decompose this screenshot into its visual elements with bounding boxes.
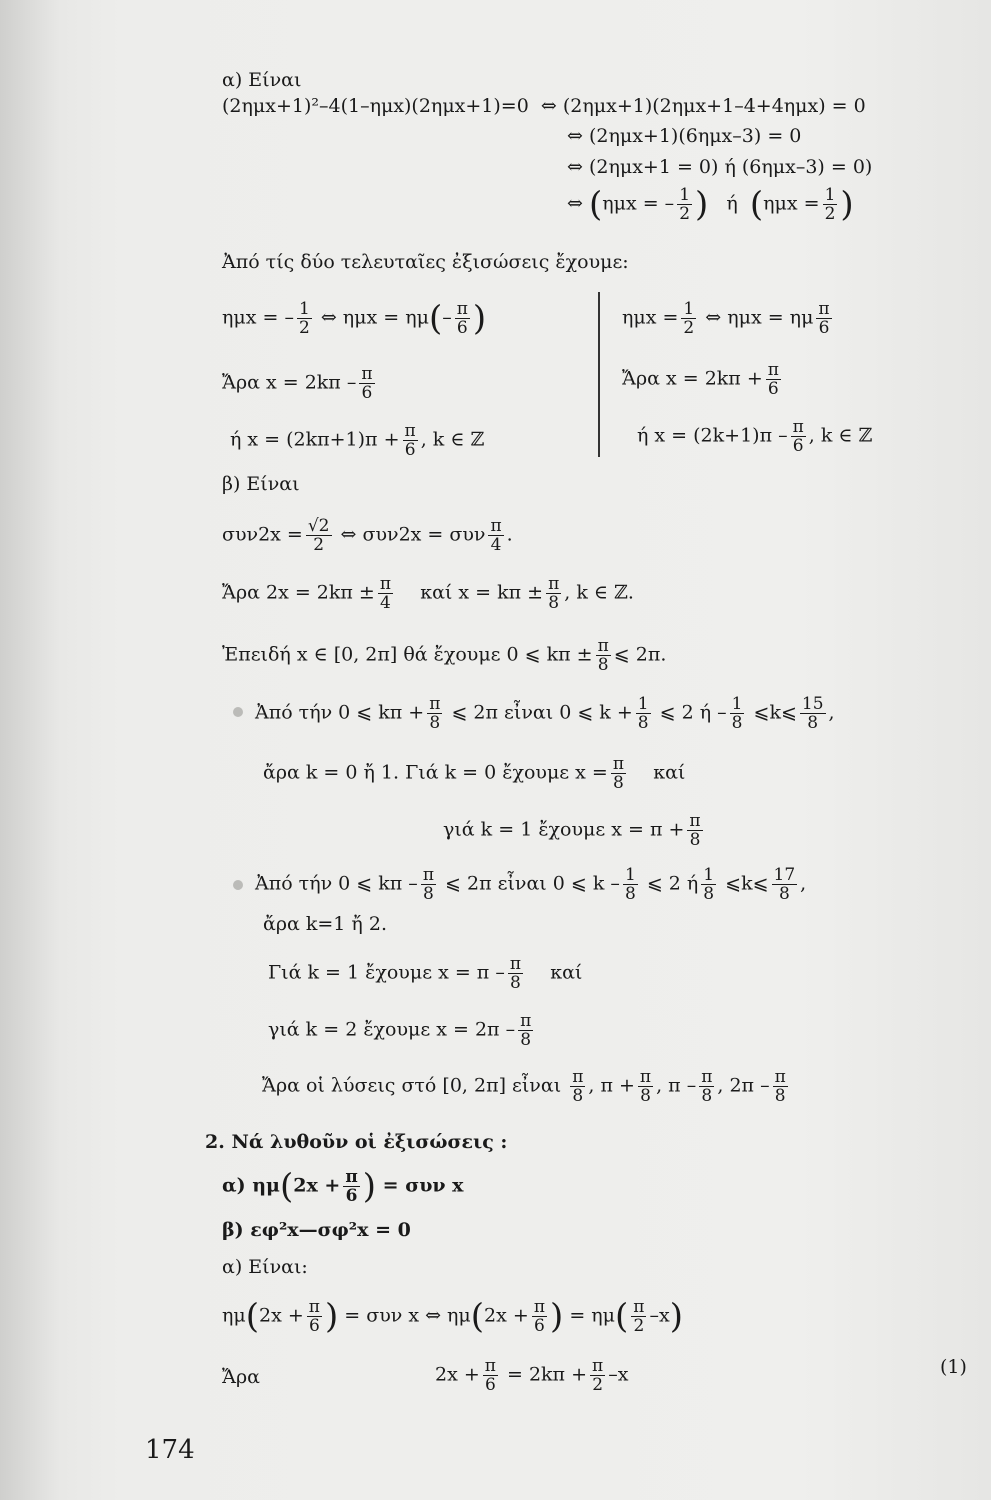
- case-2-line-4: γιά k = 2 ἔχουμε x = 2π – $\frac{\pi}{8}$: [268, 1011, 532, 1050]
- right-eq-1: ημx = $\frac{1}{2}$ ⇔ ημx = ημ $\frac{\pi}{6}$: [622, 299, 830, 338]
- exercise-2-b: β) εφ²x—σφ²x = 0: [222, 1219, 411, 1241]
- equation-line-4: ⇔ (ημx = – $\frac{1}{2}$ ) ή (ημx = $\frac{1}{2}$ ): [567, 184, 854, 225]
- equation-number: (1): [940, 1356, 967, 1378]
- exercise-2-a: α) ημ(2x + $\frac{\pi}{6}$ ) = συν x: [222, 1166, 464, 1207]
- solutions-line: Ἄρα οἱ λύσεις στό [0, 2π] εἶναι $\frac{\pi}{8}$ , π + $\frac{\pi}{8}$ , π – $\frac{\pi}{8}$ , 2π – $\frac{\pi}{8}$: [262, 1067, 786, 1106]
- left-eq-1: ημx = – $\frac{1}{2}$ ⇔ ημx = ημ(– $\frac{\pi}{6}$ ): [222, 298, 487, 339]
- left-eq-3: ή x = (2kπ+1)π + $\frac{\pi}{6}$ , k ∈ ℤ: [230, 421, 485, 460]
- case-2-line-3: Γιά k = 1 ἔχουμε x = π – $\frac{\pi}{8}$ καί: [268, 954, 583, 993]
- b-eq-1: συν2x = $\frac{√2}{2}$ ⇔ συν2x = συν $\frac{\pi}{4}$ .: [222, 516, 513, 555]
- left-eq-2: Ἄρα x = 2kπ – $\frac{\pi}{6}$: [222, 364, 373, 403]
- part-a2-label: α) Είναι:: [222, 1256, 308, 1278]
- exercise-2-title: 2. Νά λυθοῦν οἱ ἐξισώσεις :: [205, 1131, 508, 1153]
- part-b-label: β) Είναι: [222, 473, 300, 495]
- bullet-dot: [233, 707, 243, 717]
- right-eq-2: Ἄρα x = 2kπ + $\frac{\pi}{6}$: [622, 360, 779, 399]
- page-number: 174: [145, 1435, 195, 1465]
- case-1-line-2: ἄρα k = 0 ἤ 1. Γιά k = 0 ἔχουμε x = $\frac{\pi}{8}$ καί: [263, 754, 686, 793]
- equation-line-2: ⇔ (2ημx+1)(6ημx–3) = 0: [567, 125, 802, 147]
- equation-line-3: ⇔ (2ημx+1 = 0) ή (6ημx–3) = 0): [567, 156, 873, 178]
- case-2-line-2: ἄρα k=1 ἤ 2.: [263, 913, 387, 935]
- from-two-equations: Ἀπό τίς δύο τελευταῖες ἐξισώσεις ἔχουμε:: [222, 251, 629, 273]
- right-eq-3: ή x = (2k+1)π – $\frac{\pi}{6}$ , k ∈ ℤ: [637, 417, 873, 456]
- b-eq-3: Ἐπειδή x ∈ [0, 2π] θά ἔχουμε 0 ⩽ kπ ± $\frac{\pi}{8}$ ⩽ 2π.: [222, 636, 667, 675]
- bullet-dot: [233, 880, 243, 890]
- part-a-label: α) Είναι: [222, 69, 302, 91]
- last-equation: 2x + $\frac{\pi}{6}$ = 2kπ + $\frac{\pi}{2}$ –x: [435, 1356, 629, 1395]
- case-1-line-1: Ἀπό τήν 0 ⩽ kπ + $\frac{\pi}{8}$ ⩽ 2π εἶναι 0 ⩽ k + $\frac{1}{8}$ ⩽ 2 ή – $\frac{1}{8}$ ⩽k⩽ $\frac{15}{8}$ ,: [255, 694, 835, 733]
- ara-label: Ἄρα: [222, 1366, 260, 1388]
- b-eq-2: Ἄρα 2x = 2kπ ± $\frac{\pi}{4}$ καί x = kπ ± $\frac{\pi}{8}$ , k ∈ ℤ.: [222, 574, 634, 613]
- case-1-line-3: γιά k = 1 ἔχουμε x = π + $\frac{\pi}{8}$: [443, 811, 701, 850]
- column-divider: [598, 292, 600, 457]
- a2-equation: ημ(2x + $\frac{\pi}{6}$ ) = συν x ⇔ ημ(2x + $\frac{\pi}{6}$ ) = ημ( $\frac{\pi}{2}$ –x): [222, 1296, 683, 1337]
- case-2-line-1: Ἀπό τήν 0 ⩽ kπ – $\frac{\pi}{8}$ ⩽ 2π εἶναι 0 ⩽ k – $\frac{1}{8}$ ⩽ 2 ή $\frac{1}{8}$ ⩽k⩽ $\frac{17}{8}$ ,: [255, 865, 807, 904]
- equation-line-1: (2ημx+1)²–4(1–ημx)(2ημx+1)=0 ⇔ (2ημx+1)(2ημx+1–4+4ημx) = 0: [222, 95, 866, 117]
